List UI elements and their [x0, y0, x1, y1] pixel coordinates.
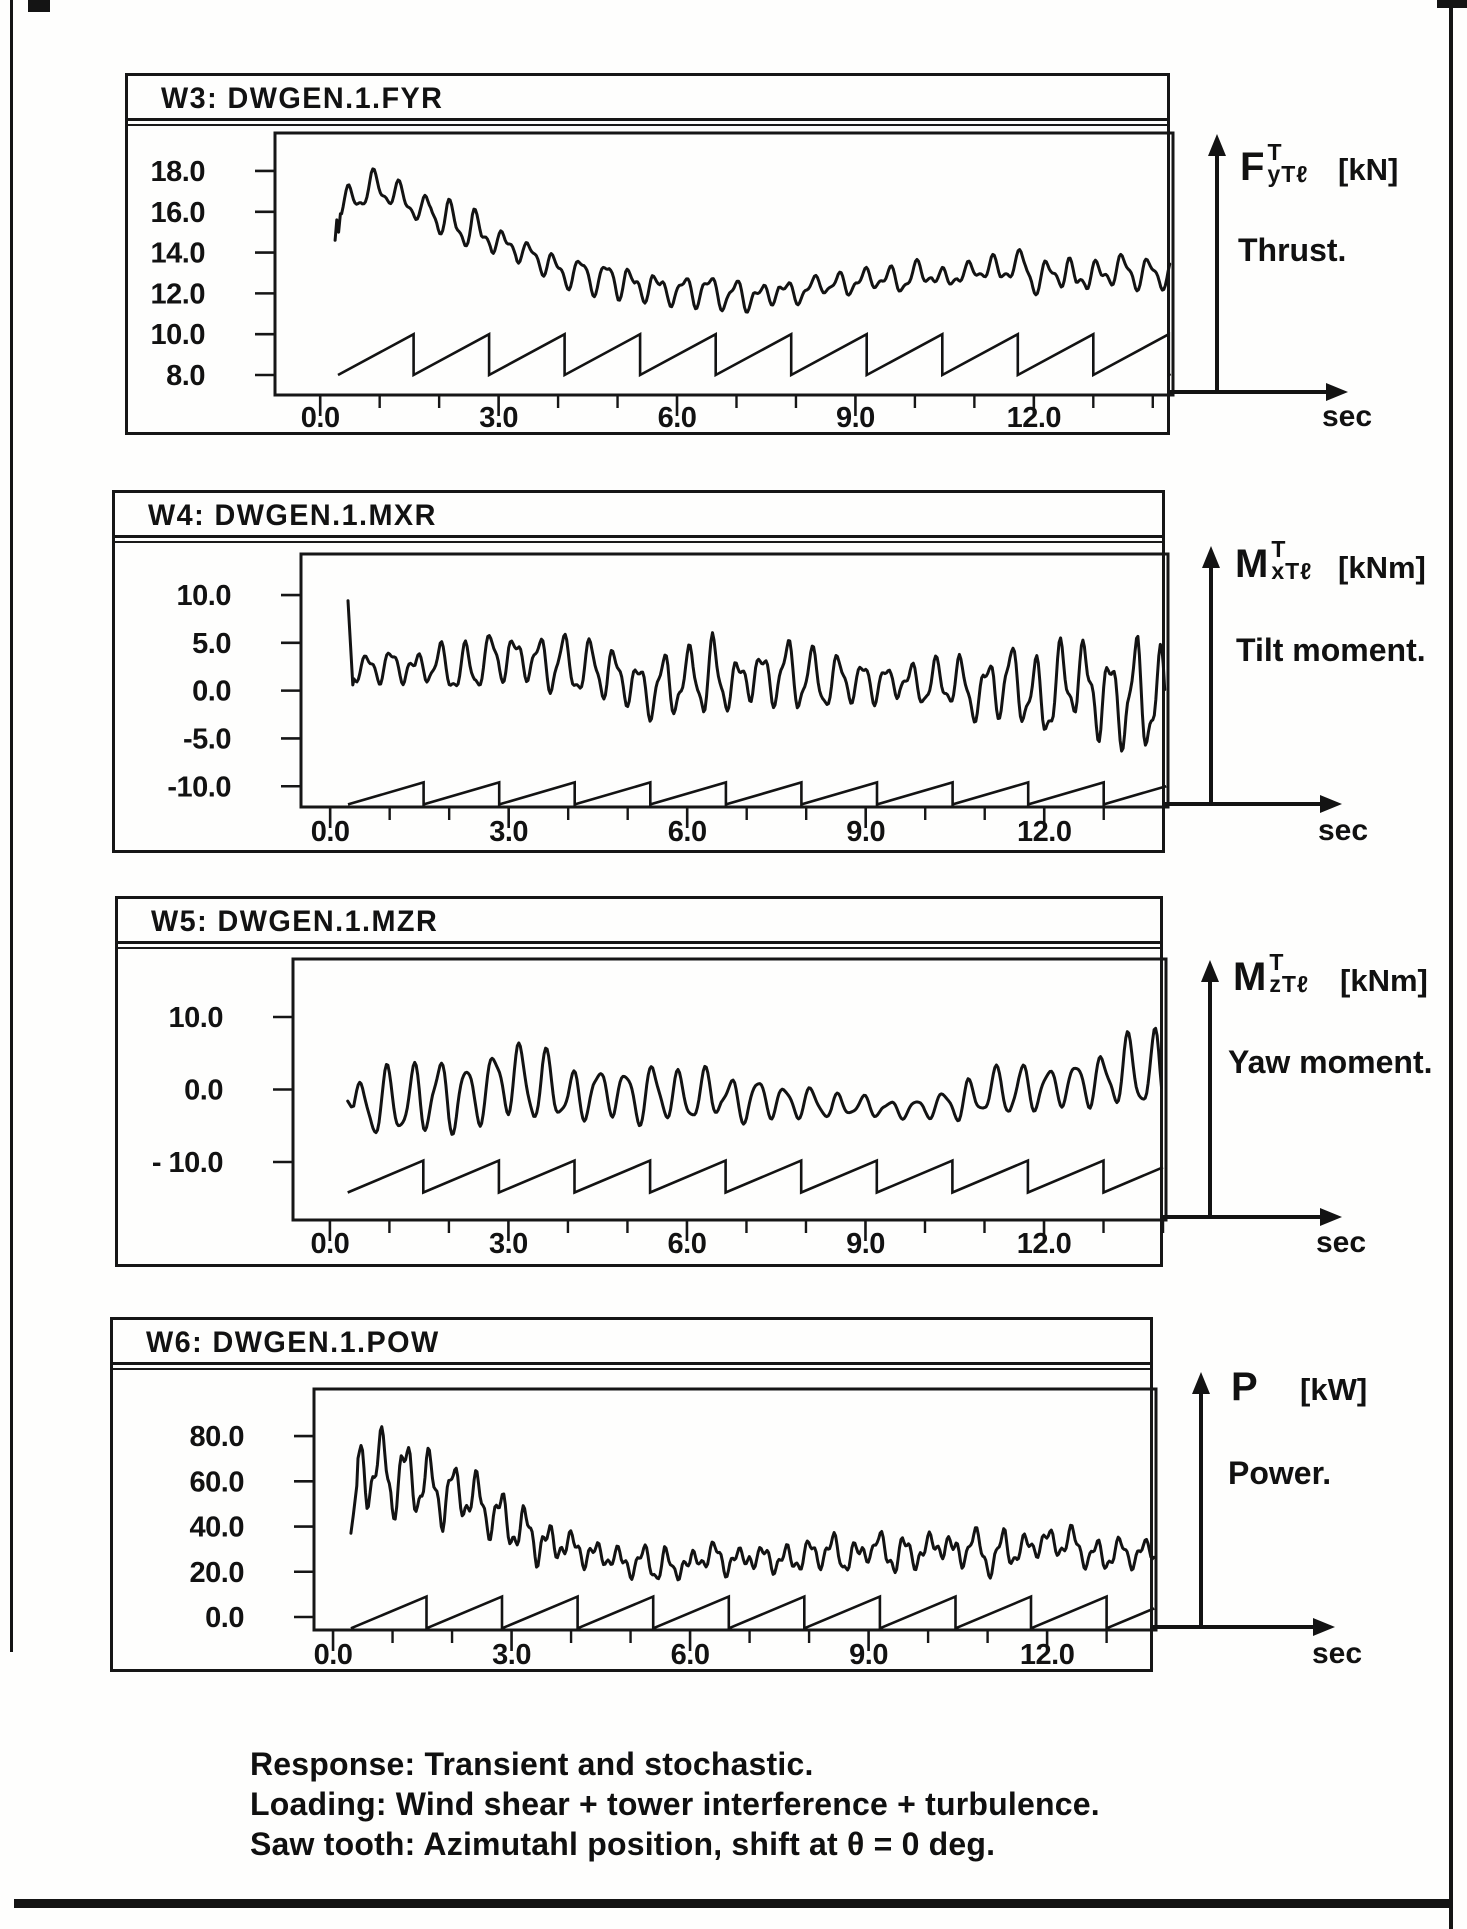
x-tick-label: 3.0 — [492, 1639, 531, 1671]
x-tick-label: 9.0 — [836, 402, 875, 434]
sawtooth-trace-w3 — [338, 334, 1171, 375]
w5-x-axis-arrow — [1163, 1215, 1322, 1219]
figure-caption — [250, 1744, 1100, 1864]
w5-quantity-symbol — [1233, 949, 1310, 999]
plot-frame — [301, 554, 1168, 807]
w5-symbol-sub: zTℓ — [1269, 971, 1310, 997]
w4-symbol-base: M — [1235, 542, 1269, 586]
w4-x-axis-arrow — [1165, 802, 1322, 806]
caption-line-loading: Loading: Wind shear + tower interference + turbulence. — [250, 1786, 1100, 1822]
y-tick-label: - 10.0 — [151, 1147, 223, 1179]
y-tick-label: 18.0 — [150, 155, 205, 188]
y-tick-label: 5.0 — [192, 627, 231, 660]
y-tick-label: -5.0 — [183, 723, 231, 756]
x-tick-label: 9.0 — [846, 816, 886, 848]
w6-x-axis-arrow — [1153, 1625, 1315, 1629]
plot-window-w5 — [115, 896, 1163, 1267]
x-tick-label: 3.0 — [489, 1228, 528, 1260]
y-tick-label: 10.0 — [168, 1002, 223, 1034]
w5-unit-label: [kNm] — [1340, 963, 1428, 998]
y-tick-label: 10.0 — [150, 319, 205, 352]
w4-plot-canvas — [112, 490, 1171, 859]
x-tick-label: 9.0 — [846, 1228, 885, 1260]
w3-x-axis-arrowhead-icon — [1326, 383, 1348, 401]
plot-frame — [275, 133, 1173, 395]
y-tick-label: 8.0 — [166, 360, 205, 393]
y-tick-label: 60.0 — [189, 1466, 244, 1499]
caption-line-response: Response: Transient and stochastic. — [250, 1746, 814, 1782]
y-tick-label: 0.0 — [192, 675, 231, 708]
w4-quantity-symbol — [1235, 536, 1313, 586]
w3-sec-label: sec — [1322, 400, 1373, 433]
w3-plot-canvas — [125, 73, 1176, 441]
y-tick-label: 20.0 — [189, 1556, 244, 1589]
plot-window-w3 — [125, 73, 1170, 435]
w4-window-title: W4: DWGEN.1.MXR — [148, 499, 437, 532]
y-tick-label: 14.0 — [150, 237, 205, 270]
w3-desc-label: Thrust. — [1238, 232, 1347, 268]
w3-y-axis-arrow — [1215, 152, 1219, 392]
signal-trace-w6 — [351, 1427, 1154, 1580]
x-tick-label: 12.0 — [1016, 1228, 1072, 1260]
x-tick-label: 6.0 — [667, 1228, 707, 1260]
w3-symbol-sup: T — [1267, 139, 1282, 165]
w6-plot-canvas — [110, 1317, 1159, 1678]
w6-sec-label: sec — [1312, 1637, 1363, 1670]
w4-symbol-scripts — [1271, 536, 1313, 584]
w5-symbol-sup: T — [1269, 949, 1284, 975]
scan-mark-top-right — [1437, 0, 1467, 8]
w5-sec-label: sec — [1316, 1226, 1367, 1259]
x-tick-label: 6.0 — [670, 1639, 710, 1671]
w6-unit-label: [kW] — [1300, 1372, 1368, 1407]
y-tick-label: 16.0 — [150, 196, 205, 229]
w6-quantity-symbol — [1231, 1365, 1261, 1409]
sawtooth-trace-w5 — [348, 1161, 1163, 1193]
w4-x-axis-arrowhead-icon — [1320, 795, 1342, 813]
signal-trace-w3 — [335, 169, 1170, 312]
y-tick-label: 12.0 — [150, 278, 205, 311]
w5-plot-canvas — [115, 896, 1169, 1273]
w6-x-axis-arrowhead-icon — [1313, 1618, 1335, 1636]
w3-symbol-scripts — [1267, 139, 1309, 187]
sawtooth-trace-w6 — [351, 1597, 1154, 1629]
w5-symbol-base: M — [1233, 955, 1267, 999]
caption-line-sawtooth: Saw tooth: Azimutahl position, shift at θ = 0 deg. — [250, 1826, 996, 1862]
y-tick-label: 80.0 — [189, 1421, 244, 1454]
w4-symbol-sub: xTℓ — [1271, 558, 1313, 584]
x-tick-label: 6.0 — [657, 402, 697, 434]
w5-x-axis-arrowhead-icon — [1320, 1208, 1342, 1226]
y-tick-label: 0.0 — [205, 1601, 244, 1634]
y-tick-label: 0.0 — [184, 1074, 223, 1107]
x-tick-label: 12.0 — [1019, 1639, 1075, 1671]
w6-desc-label: Power. — [1228, 1455, 1332, 1491]
plot-window-w6 — [110, 1317, 1153, 1672]
w5-desc-label: Yaw moment. — [1228, 1044, 1433, 1080]
w3-window-title: W3: DWGEN.1.FYR — [161, 82, 444, 115]
x-tick-label: 0.0 — [300, 402, 340, 434]
page-border-bottom — [14, 1899, 1450, 1908]
page-border-left — [10, 0, 13, 1652]
w5-symbol-scripts — [1269, 949, 1310, 997]
w3-symbol-base: F — [1240, 145, 1265, 189]
x-tick-label: 3.0 — [489, 816, 529, 848]
plot-window-w4 — [112, 490, 1165, 853]
x-tick-label: 0.0 — [310, 1228, 350, 1260]
w5-y-axis-arrow — [1208, 978, 1212, 1217]
w3-x-axis-arrow — [1170, 390, 1328, 394]
x-tick-label: 3.0 — [479, 402, 519, 434]
w6-y-axis-arrow — [1199, 1390, 1203, 1627]
w6-window-title: W6: DWGEN.1.POW — [146, 1326, 440, 1359]
w4-unit-label: [kNm] — [1338, 550, 1426, 585]
w3-quantity-symbol — [1240, 139, 1309, 189]
page-border-right — [1449, 0, 1453, 1929]
signal-trace-w4 — [348, 601, 1165, 751]
x-tick-label: 0.0 — [310, 816, 350, 848]
signal-trace-w5 — [348, 1028, 1162, 1134]
w4-sec-label: sec — [1318, 814, 1369, 847]
sawtooth-trace-w4 — [348, 782, 1166, 804]
w5-window-title: W5: DWGEN.1.MZR — [151, 905, 439, 938]
x-tick-label: 12.0 — [1006, 402, 1062, 434]
x-tick-label: 0.0 — [313, 1639, 353, 1671]
x-tick-label: 12.0 — [1017, 816, 1072, 848]
w6-symbol-base: P — [1231, 1365, 1258, 1409]
scan-mark-top-left — [28, 0, 50, 12]
w4-desc-label: Tilt moment. — [1236, 632, 1426, 668]
y-tick-label: 40.0 — [189, 1511, 244, 1544]
w4-symbol-sup: T — [1271, 536, 1286, 562]
y-tick-label: -10.0 — [167, 771, 231, 804]
x-tick-label: 9.0 — [849, 1639, 889, 1671]
x-tick-label: 6.0 — [667, 816, 707, 848]
w4-y-axis-arrow — [1209, 564, 1213, 804]
w3-unit-label: [kN] — [1338, 152, 1399, 187]
w3-symbol-sub: yTℓ — [1267, 161, 1309, 187]
y-tick-label: 10.0 — [176, 580, 231, 613]
